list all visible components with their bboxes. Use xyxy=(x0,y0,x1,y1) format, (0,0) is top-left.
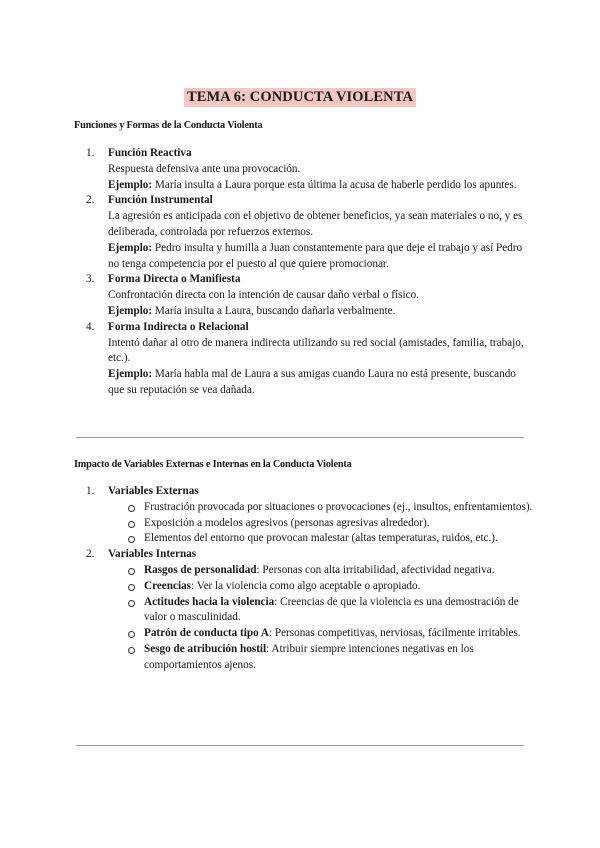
bullet-term: Patrón de conducta tipo A xyxy=(144,627,269,640)
list-item xyxy=(74,146,534,193)
page-title: TEMA 6: CONDUCTA VIOLENTA xyxy=(184,88,416,107)
sub-list-item xyxy=(108,516,534,532)
sub-list-item xyxy=(108,531,534,547)
circle-bullet-icon xyxy=(128,584,135,591)
item-example xyxy=(108,367,534,399)
variables-list xyxy=(74,484,534,674)
item-title: Función Reactiva xyxy=(108,147,192,159)
section-heading-variables: Impacto de Variables Externas e Internas en la Conducta Violenta xyxy=(74,459,352,470)
bullet-term: Rasgos de personalidad xyxy=(144,563,257,576)
example-label: Ejemplo: xyxy=(108,368,153,381)
bullet-text: : Creencias de que la violencia es una demostración de valor o masculinidad. xyxy=(144,595,519,624)
list-item xyxy=(74,193,534,272)
item-example xyxy=(108,241,534,273)
item-description: Intentó dañar al otro de manera indirecta utilizando su red social (amistades, familia, trabajo, etc.). xyxy=(108,336,524,365)
item-title: Variables Externas xyxy=(108,485,199,497)
example-label: Ejemplo: xyxy=(108,178,153,191)
item-number: 2. xyxy=(86,194,95,207)
title-container xyxy=(0,88,600,107)
sub-list xyxy=(108,563,534,674)
sub-list-item xyxy=(108,500,534,516)
item-example xyxy=(108,304,534,320)
bullet-text: Frustración provocada por situaciones o provocaciones (ej., insultos, enfrentamientos). xyxy=(144,500,533,513)
item-title: Forma Directa o Manifiesta xyxy=(108,273,241,286)
section-heading-functions: Funciones y Formas de la Conducta Violenta xyxy=(74,120,263,131)
divider xyxy=(76,437,524,438)
item-number: 2. xyxy=(86,548,95,561)
circle-bullet-icon xyxy=(128,631,135,638)
circle-bullet-icon xyxy=(128,647,135,654)
divider xyxy=(76,745,524,746)
bullet-term: Creencias xyxy=(144,579,192,592)
sub-list-item xyxy=(108,626,534,642)
item-example xyxy=(108,178,534,194)
item-title: Variables Internas xyxy=(108,548,197,561)
example-label: Ejemplo: xyxy=(108,304,153,317)
bullet-text: : Personas competitivas, nerviosas, fácilmente irritables. xyxy=(268,627,521,640)
example-label: Ejemplo: xyxy=(108,241,153,254)
bullet-term: Sesgo de atribución hostil xyxy=(144,642,267,655)
list-item xyxy=(74,272,534,319)
sub-list xyxy=(108,500,534,547)
example-text: María insulta a Laura, buscando dañarla verbalmente. xyxy=(154,304,396,317)
bullet-text: : Personas con alta irritabilidad, afectividad negativa. xyxy=(256,563,495,576)
item-description: Confrontación directa con la intención de causar daño verbal o físico. xyxy=(108,289,419,302)
bullet-text: : Atribuir siempre intenciones negativas en los comportamientos ajenos. xyxy=(144,642,474,671)
example-text: Pedro insulta y humilla a Juan constantemente para que deje el trabajo y así Pedro no tenga competencia por el puesto al que quiere promocionar. xyxy=(108,241,523,270)
item-description: Respuesta defensiva ante una provocación. xyxy=(108,162,301,175)
bullet-term: Actitudes hacia la violencia xyxy=(144,595,275,608)
bullet-text: Exposición a modelos agresivos (personas agresivas alrededor). xyxy=(144,516,430,529)
sub-list-item xyxy=(108,595,534,627)
item-number: 1. xyxy=(86,147,95,159)
example-text: María insulta a Laura porque esta última la acusa de haberle perdido los apuntes. xyxy=(154,178,517,191)
circle-bullet-icon xyxy=(128,600,135,607)
circle-bullet-icon xyxy=(128,536,135,543)
bullet-text: Elementos del entorno que provocan malestar (altas temperaturas, ruidos, etc.). xyxy=(144,532,498,545)
list-item xyxy=(74,320,534,399)
bullet-text: : Ver la violencia como algo aceptable o apropiado. xyxy=(191,579,421,592)
sub-list-item xyxy=(108,563,534,579)
sub-list-item xyxy=(108,642,534,674)
example-text: María habla mal de Laura a sus amigas cuando Laura no está presente, buscando que su reputación se vea dañada. xyxy=(108,368,516,396)
circle-bullet-icon xyxy=(128,521,135,528)
list-item xyxy=(74,484,534,547)
sub-list-item xyxy=(108,579,534,595)
item-number: 3. xyxy=(86,273,95,286)
item-title: Forma Indirecta o Relacional xyxy=(108,320,249,333)
item-description: La agresión es anticipada con el objetivo de obtener beneficios, ya sean materiales o no, y es deliberada, controlada por refuerzos externos. xyxy=(108,210,523,238)
item-number: 4. xyxy=(86,320,95,333)
item-number: 1. xyxy=(86,485,95,497)
circle-bullet-icon xyxy=(128,568,135,575)
functions-list xyxy=(74,146,534,399)
item-title: Función Instrumental xyxy=(108,194,213,207)
list-item xyxy=(74,547,534,673)
circle-bullet-icon xyxy=(128,505,135,512)
